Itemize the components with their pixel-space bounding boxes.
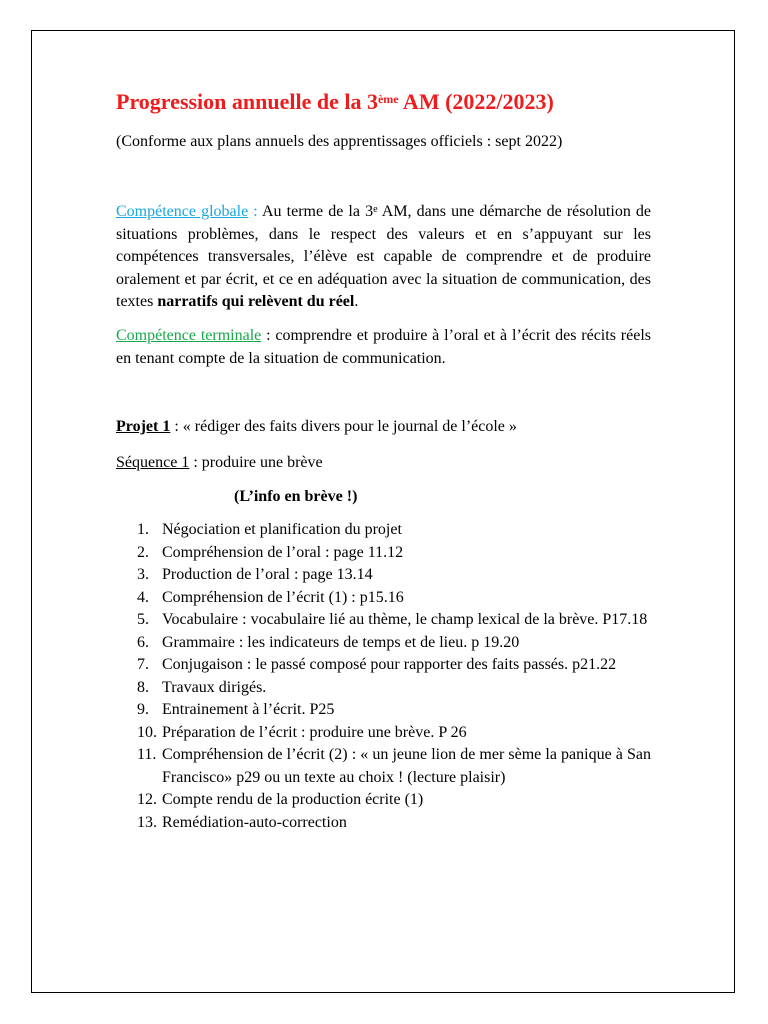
list-item: 4. Compréhension de l’écrit (1) : p15.16 bbox=[137, 588, 404, 606]
competence-terminale-label: Compétence terminale bbox=[116, 327, 262, 344]
list-item: 3. Production de l’oral : page 13.14 bbox=[137, 566, 373, 583]
competence-terminale-paragraph: Compétence terminale : comprendre et produire à l’oral et à l’écrit des récits réels en tenant compte de la situation de communication. bbox=[116, 327, 651, 367]
sequence-subtitle: (L’info en brève !) bbox=[234, 488, 358, 505]
list-item: 7. Conjugaison : le passé composé pour rapporter des faits passés. p21.22 bbox=[137, 656, 617, 673]
list-item: 1. Négociation et planification du projet bbox=[137, 521, 402, 538]
list-item: 5. Vocabulaire : vocabulaire lié au thème, le champ lexical de la brève. P17.18 bbox=[137, 611, 648, 628]
document-subtitle: (Conforme aux plans annuels des apprentissages officiels : sept 2022) bbox=[116, 133, 563, 150]
document-title: Progression annuelle de la 3ème AM (2022/2023) bbox=[116, 89, 554, 114]
list-item: 6. Grammaire : les indicateurs de temps et de lieu. p 19.20 bbox=[137, 633, 520, 651]
list-item: 13. Remédiation-auto-correction bbox=[137, 813, 347, 831]
list-item: 11. Compréhension de l’écrit (2) : « un jeune lion de mer sème la panique à San Francisco» p29 ou un texte au choix ! (lecture plaisir) bbox=[137, 746, 651, 786]
session-list bbox=[116, 519, 651, 834]
competence-globale-label: Compétence globale bbox=[116, 203, 249, 220]
list-item: 8. Travaux dirigés. bbox=[137, 678, 267, 696]
list-item: 9. Entrainement à l’écrit. P25 bbox=[137, 701, 335, 718]
page-border bbox=[31, 30, 735, 993]
sequence-heading: Séquence 1 : produire une brève bbox=[116, 454, 323, 471]
projet-heading: Projet 1 : « rédiger des faits divers pour le journal de l’école » bbox=[116, 418, 517, 435]
list-item: 2. Compréhension de l’oral : page 11.12 bbox=[137, 543, 404, 561]
list-item: 12. Compte rendu de la production écrite (1) bbox=[137, 791, 424, 808]
competence-globale-paragraph: Compétence globale : Au terme de la 3e AM, dans une démarche de résolution de situations problèmes, dans le respect des valeurs et en s’appuyant sur les compétences transversales, l’élève est capable de comprendre et de produire oralement et par écrit, et ce en adéquation avec la situation de communication, des textes narratifs qui relèvent du réel. bbox=[116, 203, 652, 310]
list-item: 10. Préparation de l’écrit : produire une brève. P 26 bbox=[137, 723, 467, 741]
